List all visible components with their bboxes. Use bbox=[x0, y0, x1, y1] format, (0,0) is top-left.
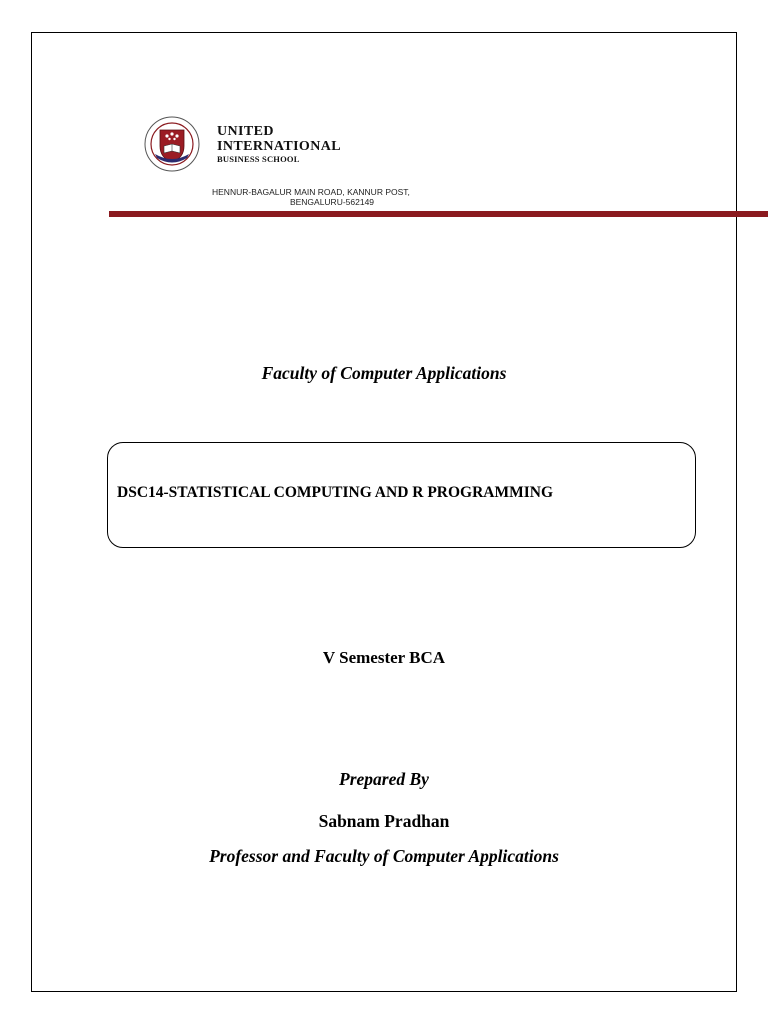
school-name-line3: BUSINESS SCHOOL bbox=[217, 154, 300, 164]
prepared-by-label: Prepared By bbox=[339, 769, 429, 789]
author-designation: Professor and Faculty of Computer Applications bbox=[209, 846, 559, 866]
address-line2: BENGALURU-562149 bbox=[289, 197, 375, 207]
course-title: DSC14-STATISTICAL COMPUTING AND R PROGRAMMING bbox=[117, 484, 554, 501]
faculty-heading: Faculty of Computer Applications bbox=[261, 363, 507, 383]
author-name: Sabnam Pradhan bbox=[318, 811, 450, 831]
address-line1: HENNUR-BAGALUR MAIN ROAD, KANNUR POST, bbox=[212, 187, 410, 197]
school-name-line2: INTERNATIONAL bbox=[217, 139, 341, 154]
school-name-line1: UNITED bbox=[217, 124, 274, 139]
school-crest-icon bbox=[141, 116, 203, 172]
header-divider bbox=[109, 211, 768, 217]
school-name bbox=[217, 125, 341, 164]
school-address bbox=[212, 187, 452, 207]
course-title-box bbox=[107, 442, 696, 548]
semester-label: V Semester BCA bbox=[322, 648, 446, 667]
